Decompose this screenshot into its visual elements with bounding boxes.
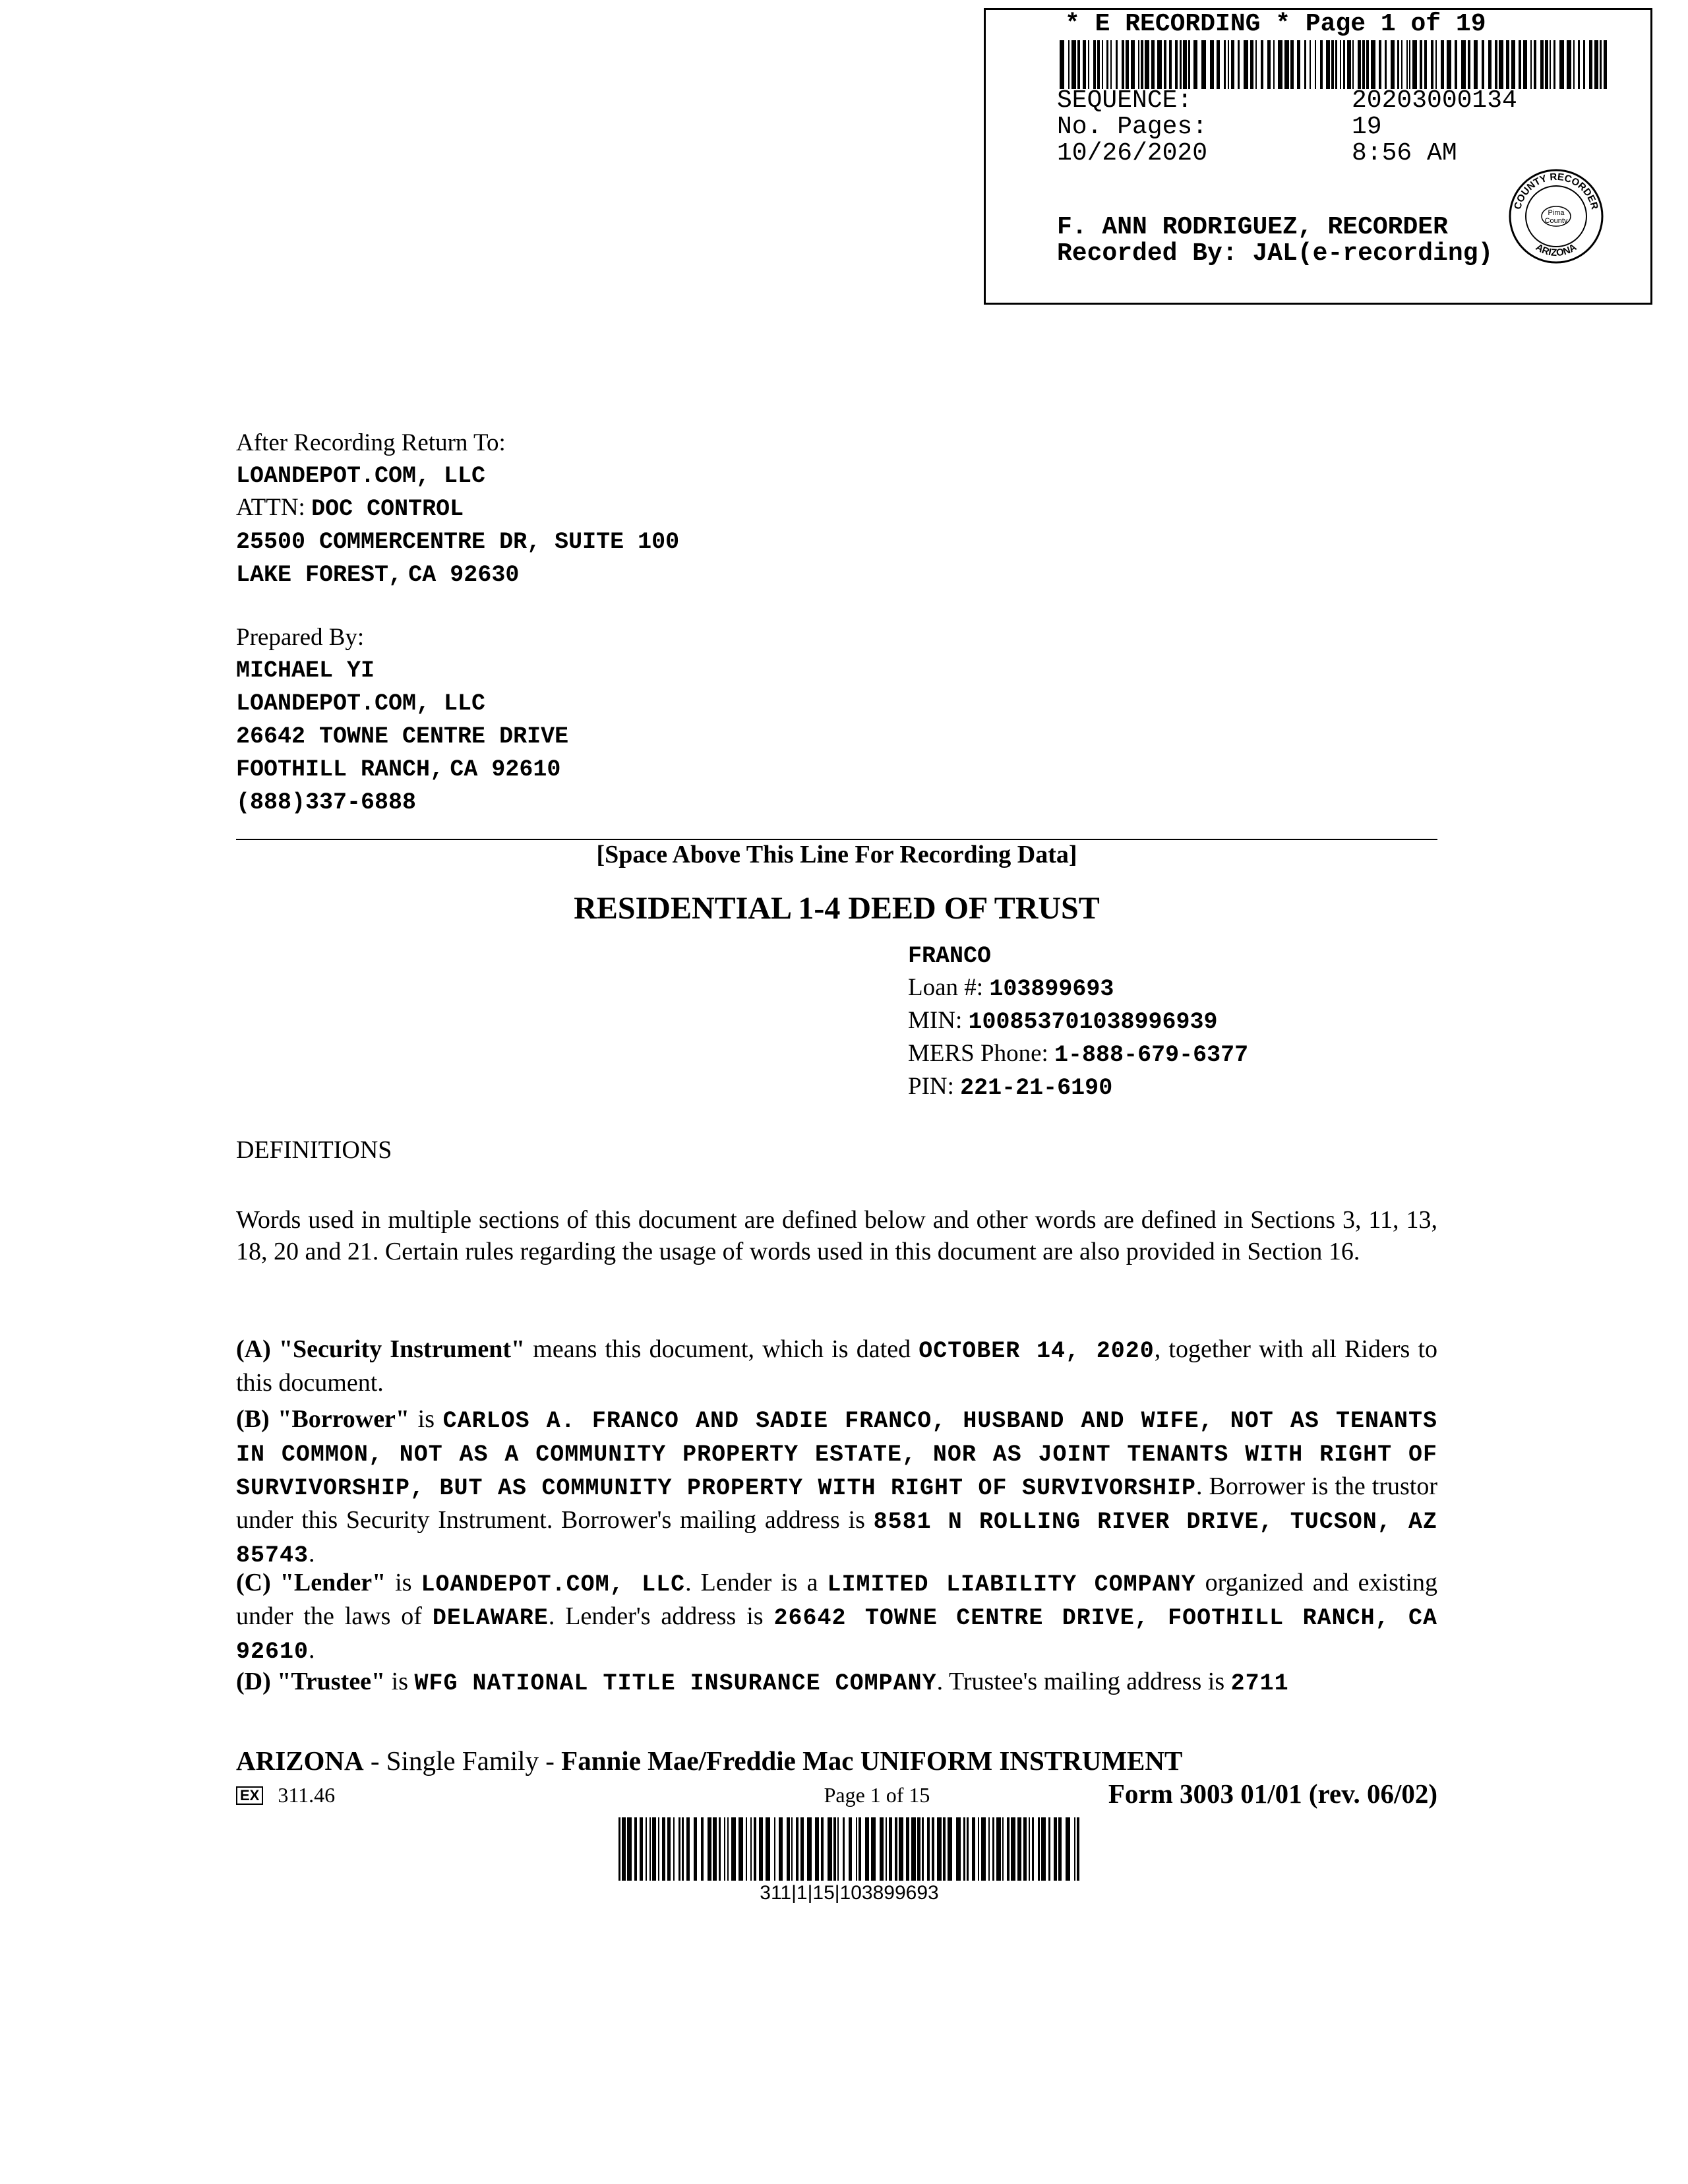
space-above-line: [Space Above This Line For Recording Data] [596, 841, 1077, 868]
barcode-bar [1559, 40, 1564, 89]
barcode-bar [1210, 40, 1214, 89]
pin-number: 221-21-6190 [960, 1075, 1113, 1101]
footer-sep: - Single Family - [363, 1745, 562, 1776]
def-b-text2: . Borrower is the trustor under this Security Instrument. Borrower's mailing address is [236, 1472, 1437, 1534]
barcode-bar [1545, 40, 1548, 89]
barcode-bar [1126, 40, 1129, 89]
barcode-bar [992, 1817, 994, 1881]
page-number: Page 1 of 15 [824, 1783, 930, 1807]
barcode-bar [1435, 40, 1437, 89]
recording-time: 8:56 AM [1352, 139, 1457, 167]
footer-instrument: Fannie Mae/Freddie Mac UNIFORM INSTRUMENT [561, 1745, 1183, 1776]
barcode-bar [634, 1817, 637, 1881]
barcode-bar [724, 1817, 725, 1881]
def-d-address: 2711 [1230, 1670, 1289, 1697]
barcode-bar [1217, 40, 1220, 89]
barcode-bar [1358, 40, 1361, 89]
barcode-bar [833, 1817, 836, 1881]
barcode-bar [1261, 40, 1263, 89]
barcode-bar [886, 1817, 887, 1881]
barcode-bar [1604, 40, 1607, 89]
loan-number: 103899693 [989, 976, 1114, 1002]
barcode-bar [779, 1817, 783, 1881]
barcode-bar [1424, 40, 1427, 89]
barcode-bar [1138, 40, 1139, 89]
barcode-bar [1412, 40, 1417, 89]
barcode-bar [1169, 40, 1172, 89]
barcode-bar [622, 1817, 626, 1881]
barcode-bar [917, 1817, 920, 1881]
barcode-bar [1077, 1817, 1079, 1881]
def-c-text5: . [309, 1636, 315, 1664]
barcode-bar [1017, 1817, 1021, 1881]
barcode-bar [701, 1817, 704, 1881]
definition-d [236, 1666, 1437, 1699]
barcode-bar [1519, 40, 1521, 89]
barcode-bar [731, 1817, 736, 1881]
barcode-bar [1077, 40, 1080, 89]
attn-value: DOC CONTROL [311, 496, 464, 522]
barcode-bar [895, 1817, 897, 1881]
sequence-label: SEQUENCE: [1057, 86, 1193, 115]
barcode-bar [1366, 40, 1369, 89]
barcode-bar [1540, 40, 1544, 89]
def-c-address: 26642 TOWNE CENTRE DRIVE, FOOTHILL RANCH, CA 92610 [236, 1605, 1437, 1665]
barcode-bar [859, 1817, 861, 1881]
seal-top-text: COUNTY RECORDER [1512, 171, 1600, 211]
barcode-bar [694, 1817, 697, 1881]
barcode-bar [1011, 1817, 1015, 1881]
barcode-bar [1397, 40, 1399, 89]
barcode-bar [821, 1817, 824, 1881]
seal-center-2: County [1544, 217, 1568, 225]
def-d-text2: . Trustee's mailing address is [936, 1668, 1231, 1695]
barcode-bar [978, 1817, 979, 1881]
barcode-bar [1506, 40, 1509, 89]
def-b-text1: is [409, 1405, 443, 1433]
barcode-bar [927, 1817, 930, 1881]
def-c-text4: . Lender's address is [548, 1602, 774, 1630]
def-a-date: OCTOBER 14, 2020 [919, 1338, 1155, 1364]
barcode-bar [1106, 40, 1108, 89]
min-number: 100853701038996939 [968, 1009, 1218, 1035]
barcode-bar [849, 1817, 852, 1881]
barcode-bar [972, 1817, 975, 1881]
attn-label: ATTN: [236, 494, 305, 521]
barcode-bar [1290, 40, 1294, 89]
barcode-bar [652, 1817, 656, 1881]
borrower-surname: FRANCO [908, 943, 992, 969]
barcode-bar [1578, 40, 1580, 89]
recording-header: * E RECORDING * Page 1 of 19 [1065, 10, 1486, 38]
barcode-bar [1379, 40, 1381, 89]
def-c-text1: is [386, 1569, 421, 1596]
form-number: Form 3003 01/01 (rev. 06/02) [1108, 1778, 1437, 1809]
recorder-name: F. ANN RODRIGUEZ, RECORDER [1057, 213, 1448, 241]
barcode-bar [1231, 40, 1234, 89]
barcode-bar [1401, 40, 1402, 89]
def-a-text1: means this document, which is dated [525, 1335, 919, 1363]
barcode-bar [1409, 40, 1410, 89]
barcode-bar [759, 1817, 763, 1881]
barcode-bar [1007, 1817, 1010, 1881]
barcode-bar [1180, 40, 1182, 89]
barcode-bar [837, 1817, 839, 1881]
def-c-lender: LOANDEPOT.COM, LLC [421, 1571, 686, 1598]
barcode-bar [713, 1817, 717, 1881]
def-c-text2: . Lender is a [685, 1569, 828, 1596]
definition-a [236, 1333, 1437, 1399]
barcode-bar [662, 1817, 665, 1881]
barcode-bar [791, 1817, 793, 1881]
barcode-bar [1589, 40, 1592, 89]
def-c-entity: LIMITED LIABILITY COMPANY [827, 1571, 1196, 1598]
barcode-bar [956, 1817, 961, 1881]
prepared-by-heading: Prepared By: [236, 624, 365, 651]
mers-phone: 1-888-679-6377 [1054, 1042, 1249, 1068]
barcode-bar [911, 1817, 916, 1881]
seal-bottom-text: ARIZONA [1533, 241, 1579, 259]
form-code: 311.46 [278, 1783, 336, 1807]
barcode-bar [906, 1817, 909, 1881]
barcode-bar [774, 1817, 775, 1881]
barcode-bar [943, 1817, 946, 1881]
barcode-bar [1041, 1817, 1046, 1881]
barcode-bar [618, 1817, 620, 1881]
return-to-city: LAKE FOREST, [236, 562, 403, 588]
barcode-bar [1583, 40, 1585, 89]
document-title: RESIDENTIAL 1-4 DEED OF TRUST [574, 891, 1100, 926]
def-d-text1: is [385, 1668, 415, 1695]
barcode-bar [1320, 40, 1323, 89]
barcode-bar [1335, 40, 1337, 89]
barcode-bar [1594, 40, 1598, 89]
barcode-bar [1038, 1817, 1040, 1881]
barcode-bar [1193, 40, 1197, 89]
document-barcode [618, 1817, 1080, 1881]
barcode-bar [1468, 40, 1470, 89]
barcode-bar [1278, 40, 1282, 89]
barcode-bar [1175, 40, 1178, 89]
barcode-bar [1023, 1817, 1027, 1881]
prepared-by-block [236, 622, 568, 818]
def-d-label: (D) "Trustee" [236, 1668, 386, 1695]
barcode-bar [640, 1817, 643, 1881]
barcode-bar [865, 1817, 869, 1881]
barcode-bar [1600, 40, 1602, 89]
barcode-bar [1060, 40, 1064, 89]
barcode-bar [967, 1817, 969, 1881]
barcode-bar [1244, 40, 1248, 89]
barcode-bar [1511, 40, 1515, 89]
barcode-bar [1032, 1817, 1034, 1881]
definitions-intro: Words used in multiple sections of this document are defined below and other words are defined in Sections 3, 11, 13, 18, 20 and 21. Certain rules regarding the usage of words used in this document are also provided in Section 16. [236, 1206, 1437, 1265]
barcode-bar [1352, 40, 1354, 89]
barcode-bar [1116, 40, 1118, 89]
barcode-bar [1331, 40, 1334, 89]
barcode-bar [1347, 40, 1351, 89]
barcode-bar [719, 1817, 721, 1881]
recorded-by: Recorded By: JAL(e-recording) [1057, 239, 1493, 268]
county-seal-icon [1507, 167, 1606, 266]
pin-label: PIN: [908, 1073, 954, 1100]
barcode-bar [937, 1817, 942, 1881]
barcode-bar [1482, 40, 1484, 89]
barcode-bar [1495, 40, 1497, 89]
barcode-bar [1273, 40, 1275, 89]
barcode-bar [1326, 40, 1330, 89]
return-to-block [236, 427, 679, 591]
barcode-bar [1406, 40, 1408, 89]
barcode-bar [988, 1817, 990, 1881]
barcode-bar [1431, 40, 1433, 89]
barcode-bar [1131, 40, 1135, 89]
barcode-bar [627, 1817, 632, 1881]
mers-label: MERS Phone: [908, 1040, 1048, 1067]
recording-stamp [984, 8, 1652, 305]
barcode-bar [1550, 40, 1551, 89]
barcode-bar [754, 1817, 756, 1881]
barcode-bar [1499, 40, 1503, 89]
barcode-bar [746, 1817, 747, 1881]
barcode-bar [1553, 40, 1555, 89]
barcode-bar [932, 1817, 934, 1881]
barcode-bar [1534, 40, 1536, 89]
barcode-bar [1343, 40, 1345, 89]
barcode-bar [996, 1817, 1001, 1881]
barcode-bar [889, 1817, 892, 1881]
barcode-bar [1224, 40, 1226, 89]
ellie-mae-logo-icon: EX [236, 1786, 263, 1805]
barcode-bar [1488, 40, 1492, 89]
barcode-bar [1122, 40, 1124, 89]
barcode-bar [1255, 40, 1257, 89]
barcode-bar [1441, 40, 1444, 89]
barcode-bar [1284, 40, 1289, 89]
barcode-bar [1074, 1817, 1075, 1881]
barcode-bar [686, 1817, 690, 1881]
barcode-bar [1110, 40, 1112, 89]
barcode-bar [1097, 40, 1100, 89]
barcode-bar [1461, 40, 1466, 89]
return-to-heading: After Recording Return To: [236, 429, 506, 456]
barcode-bar [1141, 40, 1143, 89]
barcode-bar [649, 1817, 651, 1881]
barcode-bar [1362, 40, 1365, 89]
definition-b [236, 1403, 1437, 1571]
barcode-bar [899, 1817, 903, 1881]
barcode-bar [673, 1817, 675, 1881]
barcode-bar [738, 1817, 743, 1881]
return-to-address: 25500 COMMERCENTRE DR, SUITE 100 [236, 529, 680, 555]
barcode-bar [963, 1817, 965, 1881]
barcode-bar [1391, 40, 1395, 89]
min-label: MIN: [908, 1007, 963, 1034]
barcode-bar [843, 1817, 845, 1881]
barcode-bar [1068, 40, 1070, 89]
barcode-bar [1297, 40, 1300, 89]
barcode-bar [1058, 1817, 1062, 1881]
barcode-bar [1102, 40, 1103, 89]
barcode-bar [1420, 40, 1422, 89]
barcode-bar [727, 1817, 729, 1881]
barcode-caption: 311|1|15|103899693 [760, 1882, 939, 1904]
def-b-borrower: CARLOS A. FRANCO AND SADIE FRANCO, HUSBAND AND WIFE, NOT AS TENANTS IN COMMON, NOT AS A COMMUNITY PROPERTY ESTATE, NOR AS JOINT TENANTS WITH RIGHT OF SURVIVORSHIP, BUT AS COMMUNITY PROPERTY WITH RIGHT OF SURVIVORSHIP [236, 1408, 1437, 1502]
barcode-bar [948, 1817, 952, 1881]
barcode-bar [1310, 40, 1311, 89]
barcode-bar [1157, 40, 1162, 89]
barcode-bar [1371, 40, 1375, 89]
barcode-bar [1250, 40, 1253, 89]
preparer-phone: (888)337-6888 [236, 789, 417, 816]
barcode-bar [1071, 40, 1076, 89]
barcode-bar [1183, 40, 1187, 89]
return-to-state-zip: CA 92630 [408, 562, 520, 588]
barcode-bar [682, 1817, 684, 1881]
barcode-bar [1573, 40, 1575, 89]
barcode-bar [1164, 40, 1166, 89]
barcode-bar [667, 1817, 671, 1881]
barcode-bar [815, 1817, 819, 1881]
barcode-bar [658, 1817, 659, 1881]
def-a-text2: , together with all Riders to this document. [236, 1335, 1438, 1397]
recording-date: 10/26/2020 [1057, 139, 1208, 167]
def-a-label: (A) "Security Instrument" [236, 1335, 526, 1363]
def-c-text3: organized and existing under the laws of [236, 1569, 1437, 1630]
loan-label: Loan #: [908, 974, 984, 1001]
barcode-bar [828, 1817, 832, 1881]
barcode-bar [1151, 40, 1155, 89]
barcode-bar [1054, 1817, 1057, 1881]
barcode-bar [708, 1817, 711, 1881]
barcode-bar [880, 1817, 884, 1881]
barcode-bar [1083, 40, 1086, 89]
barcode-bar [1315, 40, 1316, 89]
footer-state: ARIZONA [236, 1745, 364, 1776]
preparer-company: LOANDEPOT.COM, LLC [236, 690, 486, 717]
barcode-bar [1447, 40, 1451, 89]
barcode-bar [750, 1817, 752, 1881]
recording-barcode [1060, 40, 1607, 89]
barcode-bar [1002, 1817, 1004, 1881]
barcode-bar [796, 1817, 799, 1881]
barcode-bar [1455, 40, 1457, 89]
def-d-trustee: WFG NATIONAL TITLE INSURANCE COMPANY [414, 1670, 937, 1697]
barcode-bar [1088, 40, 1089, 89]
preparer-address: 26642 TOWNE CENTRE DRIVE [236, 723, 569, 750]
barcode-bar [1201, 40, 1206, 89]
barcode-bar [1238, 40, 1240, 89]
def-c-label: (C) "Lender" [236, 1569, 386, 1596]
barcode-bar [1048, 1817, 1050, 1881]
barcode-bar [1267, 40, 1271, 89]
def-b-address: 8581 N ROLLING RIVER DRIVE, TUCSON, AZ 85743 [236, 1509, 1437, 1569]
barcode-bar [1029, 1817, 1030, 1881]
barcode-bar [1145, 40, 1149, 89]
preparer-city: FOOTHILL RANCH, [236, 756, 444, 783]
preparer-name: MICHAEL YI [236, 657, 375, 684]
barcode-bar [646, 1817, 647, 1881]
footer-code [236, 1783, 335, 1807]
loan-info-block [908, 939, 1248, 1104]
barcode-bar [871, 1817, 876, 1881]
barcode-bar [981, 1817, 986, 1881]
barcode-bar [766, 1817, 770, 1881]
barcode-bar [1066, 1817, 1070, 1881]
barcode-bar [1523, 40, 1527, 89]
def-c-state: DELAWARE [432, 1605, 549, 1631]
sequence-value: 20203000134 [1352, 86, 1517, 115]
barcode-bar [1530, 40, 1532, 89]
def-b-text3: . [309, 1540, 315, 1567]
preparer-state-zip: CA 92610 [450, 756, 561, 783]
pages-value: 19 [1352, 113, 1382, 141]
barcode-bar [807, 1817, 812, 1881]
barcode-bar [1567, 40, 1571, 89]
barcode-bar [856, 1817, 857, 1881]
barcode-bar [678, 1817, 680, 1881]
pages-label: No. Pages: [1057, 113, 1208, 141]
definition-c [236, 1567, 1437, 1668]
barcode-bar [800, 1817, 804, 1881]
barcode-bar [1385, 40, 1387, 89]
def-b-label: (B) "Borrower" [236, 1405, 410, 1433]
footer-title [236, 1745, 1182, 1776]
seal-center-1: Pima [1548, 209, 1565, 217]
barcode-bar [1188, 40, 1190, 89]
barcode-bar [1474, 40, 1478, 89]
barcode-bar [1340, 40, 1341, 89]
return-to-company: LOANDEPOT.COM, LLC [236, 463, 486, 489]
barcode-bar [787, 1817, 790, 1881]
barcode-bar [1304, 40, 1306, 89]
barcode-bar [1093, 40, 1096, 89]
definitions-heading: DEFINITIONS [236, 1136, 392, 1164]
barcode-bar [922, 1817, 924, 1881]
barcode-bar [1228, 40, 1229, 89]
